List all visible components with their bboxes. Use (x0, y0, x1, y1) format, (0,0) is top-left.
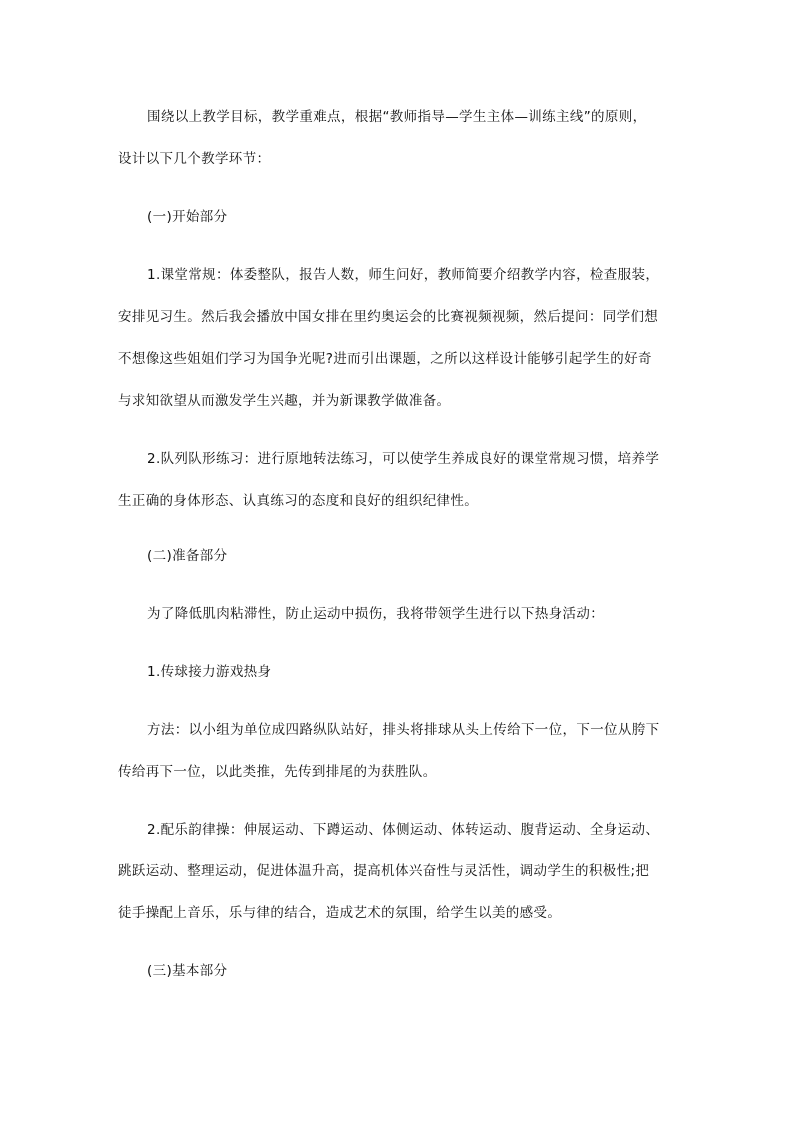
paragraph-rhythm-line-1: 2.配乐韵律操：伸展运动、下蹲运动、体侧运动、体转运动、腹背运动、全身运动、 (147, 822, 660, 838)
paragraph-rhythm-line-2: 跳跃运动、整理运动，促进体温升高，提高机体兴奋性与灵活性，调动学生的积极性;把 (118, 863, 650, 879)
paragraph-formation-line-2: 生正确的身体形态、认真练习的态度和良好的组织纪律性。 (118, 493, 479, 509)
paragraph-warmup-intro: 为了降低肌肉粘滞性，防止运动中损伤，我将带领学生进行以下热身活动： (147, 606, 605, 622)
section-heading-prepare: (二)准备部分 (147, 548, 228, 564)
paragraph-goals-line-2: 设计以下几个教学环节： (118, 151, 271, 167)
paragraph-rhythm-line-3: 徒手操配上音乐，乐与律的结合，造成艺术的氛围，给学生以美的感受。 (118, 905, 562, 921)
paragraph-goals-line-1: 围绕以上教学目标，教学重难点，根据“教师指导—学生主体—训练主线”的原则， (147, 109, 647, 125)
section-heading-start: (一)开始部分 (147, 209, 228, 225)
paragraph-routine-line-1: 1.课堂常规：体委整队，报告人数，师生问好，教师简要介绍教学内容，检查服装， (147, 267, 660, 283)
section-heading-basic: (三)基本部分 (147, 963, 228, 979)
paragraph-relay-title: 1.传球接力游戏热身 (147, 664, 272, 680)
paragraph-routine-line-4: 与求知欲望从而激发学生兴趣，并为新课教学做准备。 (118, 393, 451, 409)
paragraph-method-line-1: 方法：以小组为单位成四路纵队站好，排头将排球从头上传给下一位，下一位从胯下 (147, 722, 660, 738)
paragraph-routine-line-2: 安排见习生。然后我会播放中国女排在里约奥运会的比赛视频视频，然后提问：同学们想 (118, 309, 659, 325)
paragraph-method-line-2: 传给再下一位，以此类推，先传到排尾的为获胜队。 (118, 764, 437, 780)
paragraph-formation-line-1: 2.队列队形练习：进行原地转法练习，可以使学生养成良好的课堂常规习惯，培养学 (147, 451, 660, 467)
paragraph-routine-line-3: 不想像这些姐姐们学习为国争光呢?进而引出课题，之所以这样设计能够引起学生的好奇 (118, 351, 652, 367)
